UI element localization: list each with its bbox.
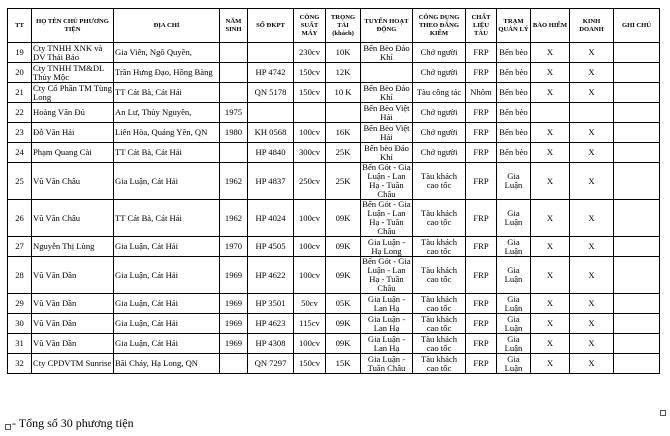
cell-insurance: X — [531, 334, 570, 354]
cell-owner: Vũ Văn Dần — [32, 294, 114, 314]
header-engine-power: CÔNG SUẤT MÁY — [294, 9, 326, 43]
cell-business: X — [570, 294, 614, 314]
cell-note — [614, 294, 660, 314]
cell-capacity: 25K — [326, 143, 361, 163]
cell-station: Gia Luận — [497, 294, 531, 314]
cell-business: X — [570, 237, 614, 257]
cell-capacity: 09K — [326, 257, 361, 294]
cell-purpose: Tàu khách cao tốc — [413, 294, 466, 314]
cell-owner: Cty TNHH XNK và DV Thái Bảo — [32, 43, 114, 63]
cell-address: TT Cát Bà, Cát Hải — [114, 143, 220, 163]
cell-station: Bến bèo — [497, 103, 531, 123]
cell-birth-year: 1962 — [220, 163, 248, 200]
cell-reg-number: HP 4308 — [248, 334, 294, 354]
cell-reg-number: HP 4024 — [248, 200, 294, 237]
table-row — [8, 123, 660, 143]
cell-business: X — [570, 354, 614, 374]
cell-capacity: 25K — [326, 163, 361, 200]
cell-birth-year — [220, 63, 248, 83]
cell-tt: 26 — [8, 200, 32, 237]
cell-note — [614, 314, 660, 334]
cell-purpose: Tàu khách cao tốc — [413, 200, 466, 237]
header-business: KINH DOANH — [570, 9, 614, 43]
cell-owner: Vũ Văn Dần — [32, 257, 114, 294]
cell-owner: Cty Cổ Phần TM Tùng Long — [33, 82, 112, 102]
header-row — [8, 9, 660, 43]
cell-capacity: 09K — [326, 334, 361, 354]
table-row — [8, 237, 660, 257]
table-row — [8, 354, 660, 374]
cell-route: Gia Luận - Tuần Châu — [361, 354, 413, 374]
cell-station: Bến bèo — [497, 43, 531, 63]
cell-purpose: Tàu khách cao tốc — [413, 354, 466, 374]
cell-material: FRP — [466, 43, 497, 63]
table-body — [8, 43, 660, 374]
cell-material: FRP — [466, 237, 497, 257]
cell-address: Gia Luận, Cát Hải — [114, 163, 220, 200]
cell-capacity: 15K — [326, 354, 361, 374]
cell-address: Gia Luận, Cát Hải — [114, 334, 220, 354]
cell-material: FRP — [466, 63, 497, 83]
cell-reg-number: HP 4742 — [248, 63, 294, 83]
table-header — [8, 9, 660, 43]
cell-engine-power: 50cv — [294, 294, 326, 314]
cell-birth-year — [220, 43, 248, 63]
cell-birth-year: 1980 — [220, 123, 248, 143]
cell-birth-year: 1970 — [220, 237, 248, 257]
cell-note — [614, 123, 660, 143]
cell-tt: 32 — [8, 354, 32, 374]
vessel-table — [7, 8, 660, 374]
cell-reg-number: QN 5178 — [248, 83, 294, 103]
cell-engine-power: 300cv — [294, 143, 326, 163]
cell-material: FRP — [466, 163, 497, 200]
cell-owner: Vũ Văn Châu — [32, 200, 114, 237]
cell-route — [361, 63, 413, 83]
cell-birth-year: 1975 — [220, 103, 248, 123]
cell-capacity: 16K — [326, 123, 361, 143]
cell-note — [614, 163, 660, 200]
cell-engine-power: 100cv — [294, 257, 326, 294]
table-row — [8, 83, 660, 103]
cell-tt: 28 — [8, 257, 32, 294]
cell-engine-power — [294, 103, 326, 123]
cell-note — [614, 200, 660, 237]
table-row — [8, 334, 660, 354]
cell-engine-power: 100cv — [294, 123, 326, 143]
cell-material: FRP — [466, 103, 497, 123]
cell-capacity: 10K — [326, 43, 361, 63]
cell-birth-year: 1969 — [220, 257, 248, 294]
cell-birth-year — [220, 83, 248, 103]
cell-reg-number: HP 4622 — [248, 257, 294, 294]
cell-address: Gia Luận, Cát Hải — [114, 314, 220, 334]
cell-note — [614, 83, 660, 103]
cell-material: FRP — [466, 294, 497, 314]
cell-address: Gia Luận, Cát Hải — [114, 237, 220, 257]
cell-business: X — [570, 143, 614, 163]
cell-note — [614, 237, 660, 257]
cell-address: Gia Viên, Ngô Quyền, — [114, 43, 220, 63]
cell-owner: Vũ Văn Dần — [32, 334, 114, 354]
cell-address: Liên Hòa, Quảng Yên, QN — [114, 123, 220, 143]
table-row — [8, 163, 660, 200]
cell-birth-year: 1969 — [220, 314, 248, 334]
cell-engine-power: 115cv — [294, 314, 326, 334]
cell-business: X — [570, 257, 614, 294]
header-capacity: TRỌNG TẢI (khách) — [326, 9, 361, 43]
cell-insurance: X — [531, 237, 570, 257]
cell-reg-number: HP 4623 — [248, 314, 294, 334]
cell-capacity: 09K — [326, 200, 361, 237]
cell-business — [570, 103, 614, 123]
cell-route: Gia Luận - Lan Hạ — [361, 294, 413, 314]
header-owner: HỌ TÊN CHỦ PHƯƠNG TIỆN — [32, 9, 114, 43]
header-route: TUYẾN HOẠT ĐỘNG — [361, 9, 413, 43]
cell-reg-number: KH 0568 — [248, 123, 294, 143]
cell-route: Bến Bèo Việt Hải — [361, 103, 413, 123]
cell-tt: 23 — [8, 123, 32, 143]
cell-note — [614, 103, 660, 123]
cell-note — [614, 143, 660, 163]
cell-address: Gia Luận, Cát Hải — [114, 294, 220, 314]
cell-station: Bến bèo — [497, 143, 531, 163]
cell-owner: Vũ Văn Châu — [32, 163, 114, 200]
cell-material: FRP — [466, 143, 497, 163]
cell-owner: Nguyễn Thị Lùng — [32, 237, 114, 257]
table-row — [8, 63, 660, 83]
cell-insurance: X — [531, 43, 570, 63]
cell-purpose: Chở người — [413, 43, 466, 63]
cell-purpose: Chở người — [413, 103, 466, 123]
cell-birth-year — [220, 143, 248, 163]
cell-insurance: X — [531, 354, 570, 374]
cell-reg-number: HP 4837 — [248, 163, 294, 200]
cell-note — [614, 257, 660, 294]
cell-purpose: Tàu khách cao tốc — [413, 237, 466, 257]
cell-tt: 24 — [8, 143, 32, 163]
cell-tt: 21 — [8, 83, 32, 103]
cell-insurance: X — [531, 314, 570, 334]
cell-address: Trần Hưng Đạo, Hồng Bàng — [114, 63, 220, 83]
cell-station: Gia Luận — [497, 200, 531, 237]
cell-insurance: X — [531, 163, 570, 200]
cell-reg-number: HP 4840 — [248, 143, 294, 163]
header-insurance: BẢO HIỂM — [531, 9, 570, 43]
cell-capacity — [326, 103, 361, 123]
cell-business: X — [570, 63, 614, 83]
cell-insurance: X — [531, 63, 570, 83]
cell-material: FRP — [466, 257, 497, 294]
cell-capacity: 09K — [326, 237, 361, 257]
cell-birth-year: 1969 — [220, 294, 248, 314]
cell-owner: Cty CPDVTM Sunrise — [32, 354, 114, 374]
table-row — [8, 200, 660, 237]
cell-purpose: Tàu khách cao tốc — [413, 334, 466, 354]
cell-engine-power: 150cv — [294, 354, 326, 374]
cell-route: Gia Luận - Lan Hạ — [361, 314, 413, 334]
cell-station: Bến bèo — [497, 123, 531, 143]
cell-reg-number — [248, 43, 294, 63]
cell-route: Bến Gót - Gia Luận - Lan Hạ - Tuần Châu — [362, 162, 411, 199]
cell-engine-power: 230cv — [294, 43, 326, 63]
cell-business: X — [570, 200, 614, 237]
cell-tt: 20 — [8, 63, 32, 83]
cell-capacity: 09K — [326, 314, 361, 334]
cell-material: Nhôm — [466, 83, 497, 103]
cell-owner: Phạm Quang Cài — [32, 143, 114, 163]
header-station: TRẠM QUẢN LÝ — [497, 9, 531, 43]
cell-owner: Đỗ Văn Hải — [32, 123, 114, 143]
header-reg-number: SỐ ĐKPT — [248, 9, 294, 43]
cell-reg-number — [248, 103, 294, 123]
cell-purpose: Tàu công tác — [413, 83, 466, 103]
cell-material: FRP — [466, 334, 497, 354]
cell-material: FRP — [466, 354, 497, 374]
cell-station: Gia Luận — [497, 237, 531, 257]
cell-note — [614, 334, 660, 354]
cell-note — [614, 43, 660, 63]
cell-note — [614, 354, 660, 374]
cell-insurance — [531, 103, 570, 123]
cell-material: FRP — [466, 314, 497, 334]
cell-business: X — [570, 43, 614, 63]
cell-reg-number: HP 3501 — [248, 294, 294, 314]
cell-purpose: Tàu khách cao tốc — [413, 314, 466, 334]
cell-address: An Lư, Thủy Nguyên, — [114, 103, 220, 123]
cell-business: X — [570, 314, 614, 334]
cell-business: X — [570, 83, 614, 103]
cell-route: Bến Bèo Việt Hải — [361, 123, 413, 143]
header-address: ĐỊA CHỈ — [114, 9, 220, 43]
table-row — [8, 257, 660, 294]
cell-engine-power: 250cv — [294, 163, 326, 200]
cell-purpose: Chở người — [413, 143, 466, 163]
cell-business: X — [570, 163, 614, 200]
table-row — [8, 294, 660, 314]
cell-insurance: X — [531, 143, 570, 163]
cell-note — [614, 63, 660, 83]
cell-route: Gia Luận - Hạ Long — [361, 237, 413, 257]
cell-insurance: X — [531, 257, 570, 294]
cell-owner: Hoàng Văn Đủ — [32, 103, 114, 123]
cell-reg-number: HP 4505 — [248, 237, 294, 257]
header-purpose: CÔNG DỤNG THEO ĐĂNG KIỂM — [413, 9, 466, 43]
cell-engine-power: 150cv — [294, 83, 326, 103]
cell-capacity: 12K — [326, 63, 361, 83]
table-row — [8, 43, 660, 63]
cell-address: Gia Luận, Cát Hải — [114, 257, 220, 294]
cell-birth-year: 1969 — [220, 334, 248, 354]
cell-route: Gia Luận - Lan Hạ — [361, 334, 413, 354]
cell-tt: 25 — [8, 163, 32, 200]
cell-station: Gia Luận — [497, 334, 531, 354]
header-tt: TT — [8, 9, 32, 43]
cell-station: Bến bèo — [497, 63, 531, 83]
cell-purpose: Tàu khách cao tốc — [413, 257, 466, 294]
cell-engine-power: 150cv — [294, 63, 326, 83]
cell-insurance: X — [531, 83, 570, 103]
cell-material: FRP — [466, 123, 497, 143]
cell-station: Gia Luận — [497, 314, 531, 334]
cell-station: Bến bèo — [497, 83, 531, 103]
cell-insurance: X — [531, 123, 570, 143]
cell-address: Bãi Cháy, Hạ Long, QN — [114, 354, 220, 374]
resize-handle-right[interactable] — [660, 410, 666, 416]
cell-business: X — [570, 334, 614, 354]
cell-engine-power: 100cv — [294, 334, 326, 354]
cell-address: TT Cát Bà, Cát Hải — [114, 83, 220, 103]
cell-material: FRP — [466, 200, 497, 237]
header-material: CHẤT LIỆU TÀU — [466, 9, 497, 43]
cell-insurance: X — [531, 294, 570, 314]
cell-reg-number: QN 7297 — [248, 354, 294, 374]
cell-owner: Cty TNHH TM&DL Thủy Mộc — [32, 63, 114, 83]
cell-business: X — [570, 123, 614, 143]
cell-engine-power: 100cv — [294, 237, 326, 257]
cell-station: Gia Luận — [497, 257, 531, 294]
cell-tt: 19 — [8, 43, 32, 63]
cell-capacity: 10 K — [326, 83, 361, 103]
total-note: - Tổng số 30 phương tiện — [12, 416, 134, 430]
cell-birth-year: 1962 — [220, 200, 248, 237]
cell-route: Bến Gót - Gia Luận - Lan Hạ - Tuần Châu — [362, 256, 411, 293]
cell-tt: 29 — [8, 294, 32, 314]
cell-address: TT Cát Bà, Cát Hải — [114, 200, 220, 237]
cell-route: Bến Gót - Gia Luận - Lan Hạ - Tuần Châu — [362, 199, 411, 236]
table-row — [8, 314, 660, 334]
header-birth-year: NĂM SINH — [220, 9, 248, 43]
table-row — [8, 143, 660, 163]
cell-purpose: Chở người — [413, 63, 466, 83]
cell-engine-power: 100cv — [294, 200, 326, 237]
cell-route: Bến bèo Đảo Khỉ — [361, 143, 413, 163]
cell-tt: 22 — [8, 103, 32, 123]
cell-birth-year — [220, 354, 248, 374]
cell-tt: 27 — [8, 237, 32, 257]
header-note: GHI CHÚ — [614, 9, 660, 43]
cell-insurance: X — [531, 200, 570, 237]
cell-purpose: Chở người — [413, 123, 466, 143]
cell-capacity: 05K — [326, 294, 361, 314]
cell-route: Bến Bèo Đảo Khỉ — [361, 83, 413, 103]
cell-tt: 31 — [8, 334, 32, 354]
resize-handle-bottom[interactable] — [5, 424, 11, 430]
cell-purpose: Tàu khách cao tốc — [413, 163, 466, 200]
cell-tt: 30 — [8, 314, 32, 334]
cell-station: Gia Luận — [497, 163, 531, 200]
cell-station: Gia Luận — [497, 354, 531, 374]
cell-owner: Vũ Văn Dần — [32, 314, 114, 334]
table-row — [8, 103, 660, 123]
cell-route: Bến Bèo Đảo Khỉ — [361, 43, 413, 63]
